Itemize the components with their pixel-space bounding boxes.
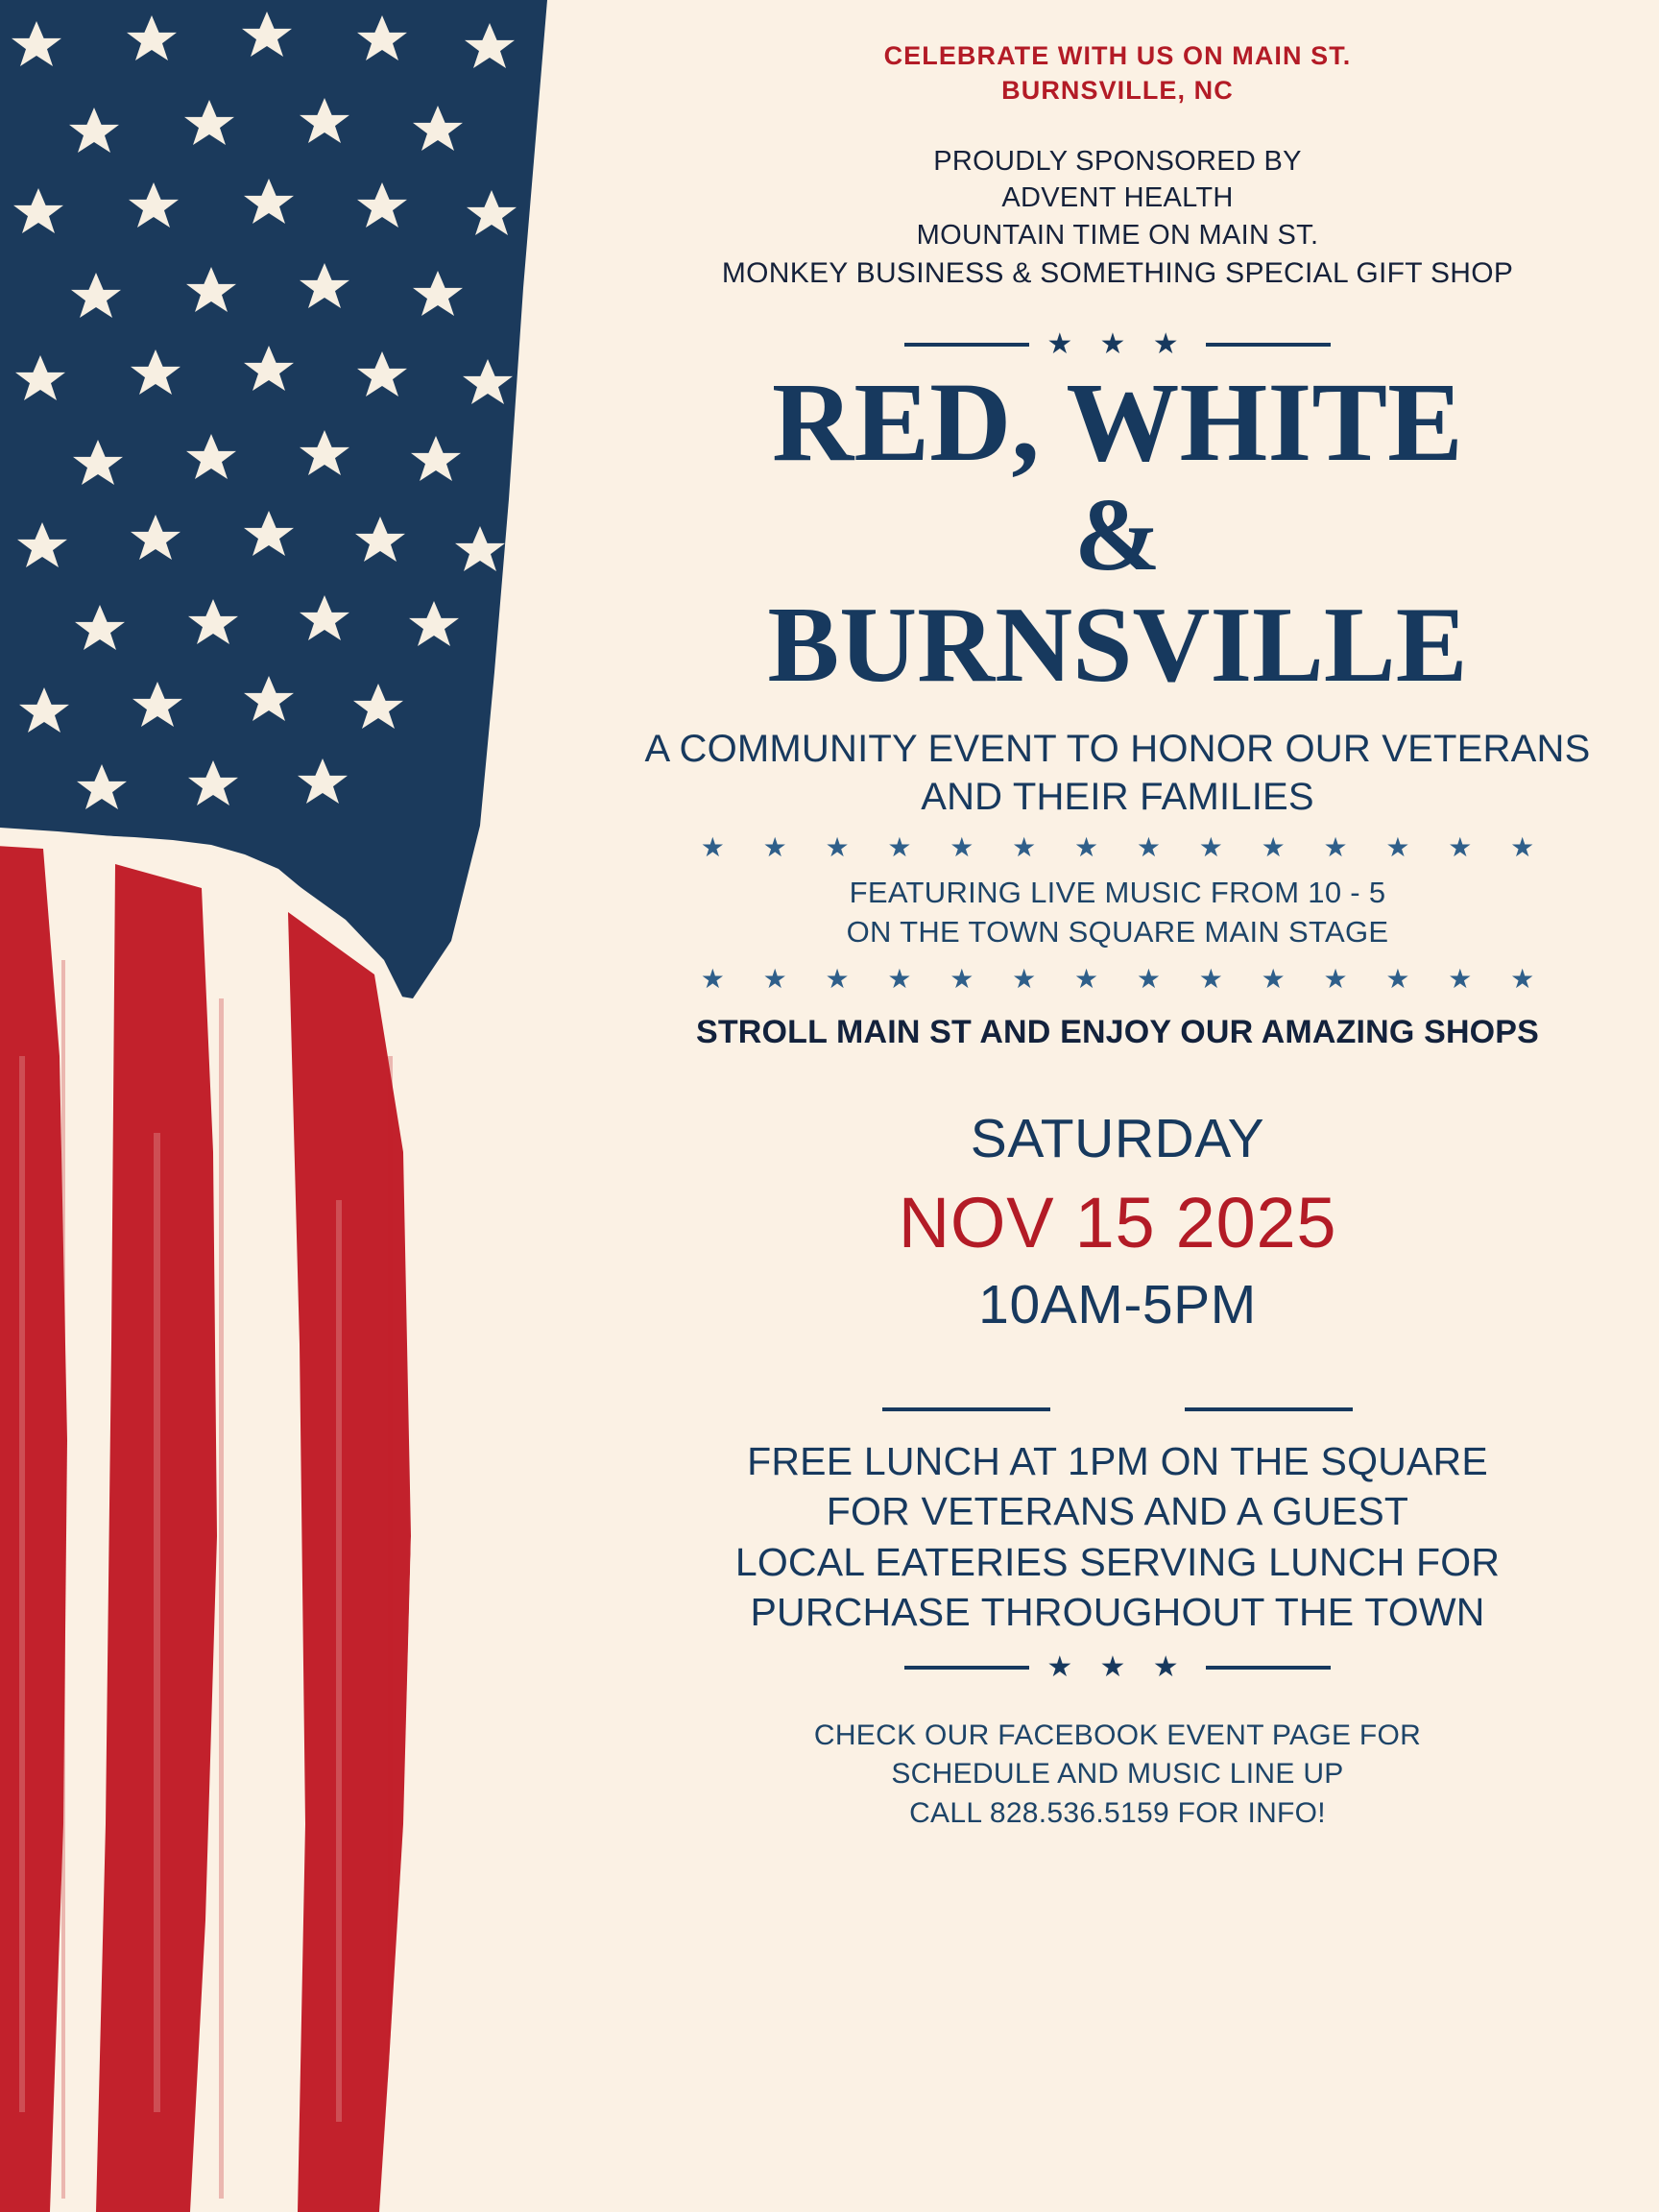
lunch-line-3: LOCAL EATERIES SERVING LUNCH FOR [734, 1539, 1501, 1584]
three-stars-icon-bottom: ★ ★ ★ [1046, 1650, 1189, 1683]
star-row-divider-upper: ★ ★ ★ ★ ★ ★ ★ ★ ★ ★ ★ ★ ★ ★ [700, 832, 1551, 863]
subtitle-line-2: AND THEIR FAMILIES [921, 776, 1314, 819]
event-time: 10AM-5PM [978, 1273, 1257, 1335]
footer-contact-block [576, 1717, 1659, 1834]
subtitle-block [576, 725, 1659, 821]
page-title [576, 359, 1659, 705]
footer-line-1: CHECK OUR FACEBOOK EVENT PAGE FOR [813, 1719, 1422, 1751]
footer-line-2: SCHEDULE AND MUSIC LINE UP [891, 1758, 1344, 1791]
subtitle-line-1: A COMMUNITY EVENT TO HONOR OUR VETERANS [644, 728, 1591, 771]
stroll-main-street-text: STROLL MAIN ST AND ENJOY OUR AMAZING SHOPS [696, 1013, 1539, 1050]
music-line-1: FEATURING LIVE MUSIC FROM 10 - 5 [849, 876, 1386, 910]
american-flag-graphic [0, 0, 576, 2212]
celebrate-line-1: CELEBRATE WITH US ON MAIN ST. [883, 41, 1352, 70]
sponsors-block [576, 143, 1659, 293]
footer-line-3: CALL 828.536.5159 FOR INFO! [909, 1796, 1326, 1829]
event-date: NOV 15 2025 [898, 1182, 1337, 1262]
sponsor-3: MONKEY BUSINESS & SOMETHING SPECIAL GIFT SHOP [721, 256, 1514, 289]
three-stars-icon: ★ ★ ★ [1046, 328, 1189, 361]
divider-rule-right-bottom [1206, 1666, 1331, 1670]
celebrate-line-2: BURNSVILLE, NC [1001, 76, 1234, 106]
music-line-2: ON THE TOWN SQUARE MAIN STAGE [846, 915, 1389, 950]
divider-rule-right [1206, 343, 1331, 347]
event-day: SATURDAY [970, 1107, 1265, 1169]
sponsor-1: ADVENT HEALTH [1001, 182, 1234, 214]
live-music-block [576, 873, 1659, 951]
lunch-line-2: FOR VETERANS AND A GUEST [826, 1489, 1409, 1534]
flag-stars [12, 12, 517, 809]
lunch-info-block [576, 1436, 1659, 1638]
celebrate-header [576, 38, 1659, 108]
star-row-divider-lower: ★ ★ ★ ★ ★ ★ ★ ★ ★ ★ ★ ★ ★ ★ [700, 963, 1551, 994]
split-rule-right [1185, 1407, 1353, 1411]
title-line-1: RED, WHITE [772, 359, 1463, 486]
lunch-line-4: PURCHASE THROUGHOUT THE TOWN [750, 1590, 1485, 1635]
sponsor-2: MOUNTAIN TIME ON MAIN ST. [916, 220, 1319, 251]
three-star-divider-top [576, 330, 1659, 359]
three-star-divider-bottom [576, 1650, 1659, 1683]
lunch-line-1: FREE LUNCH AT 1PM ON THE SQUARE [747, 1438, 1488, 1483]
title-line-2: & [1073, 477, 1162, 592]
split-rule-divider [576, 1407, 1659, 1411]
flag-stripes [0, 821, 576, 2212]
title-line-3: BURNSVILLE [767, 585, 1468, 705]
poster-content [576, 0, 1659, 2212]
split-rule-left [882, 1407, 1050, 1411]
divider-rule-left-bottom [904, 1666, 1029, 1670]
divider-rule-left [904, 343, 1029, 347]
sponsors-intro: PROUDLY SPONSORED BY [933, 145, 1302, 177]
